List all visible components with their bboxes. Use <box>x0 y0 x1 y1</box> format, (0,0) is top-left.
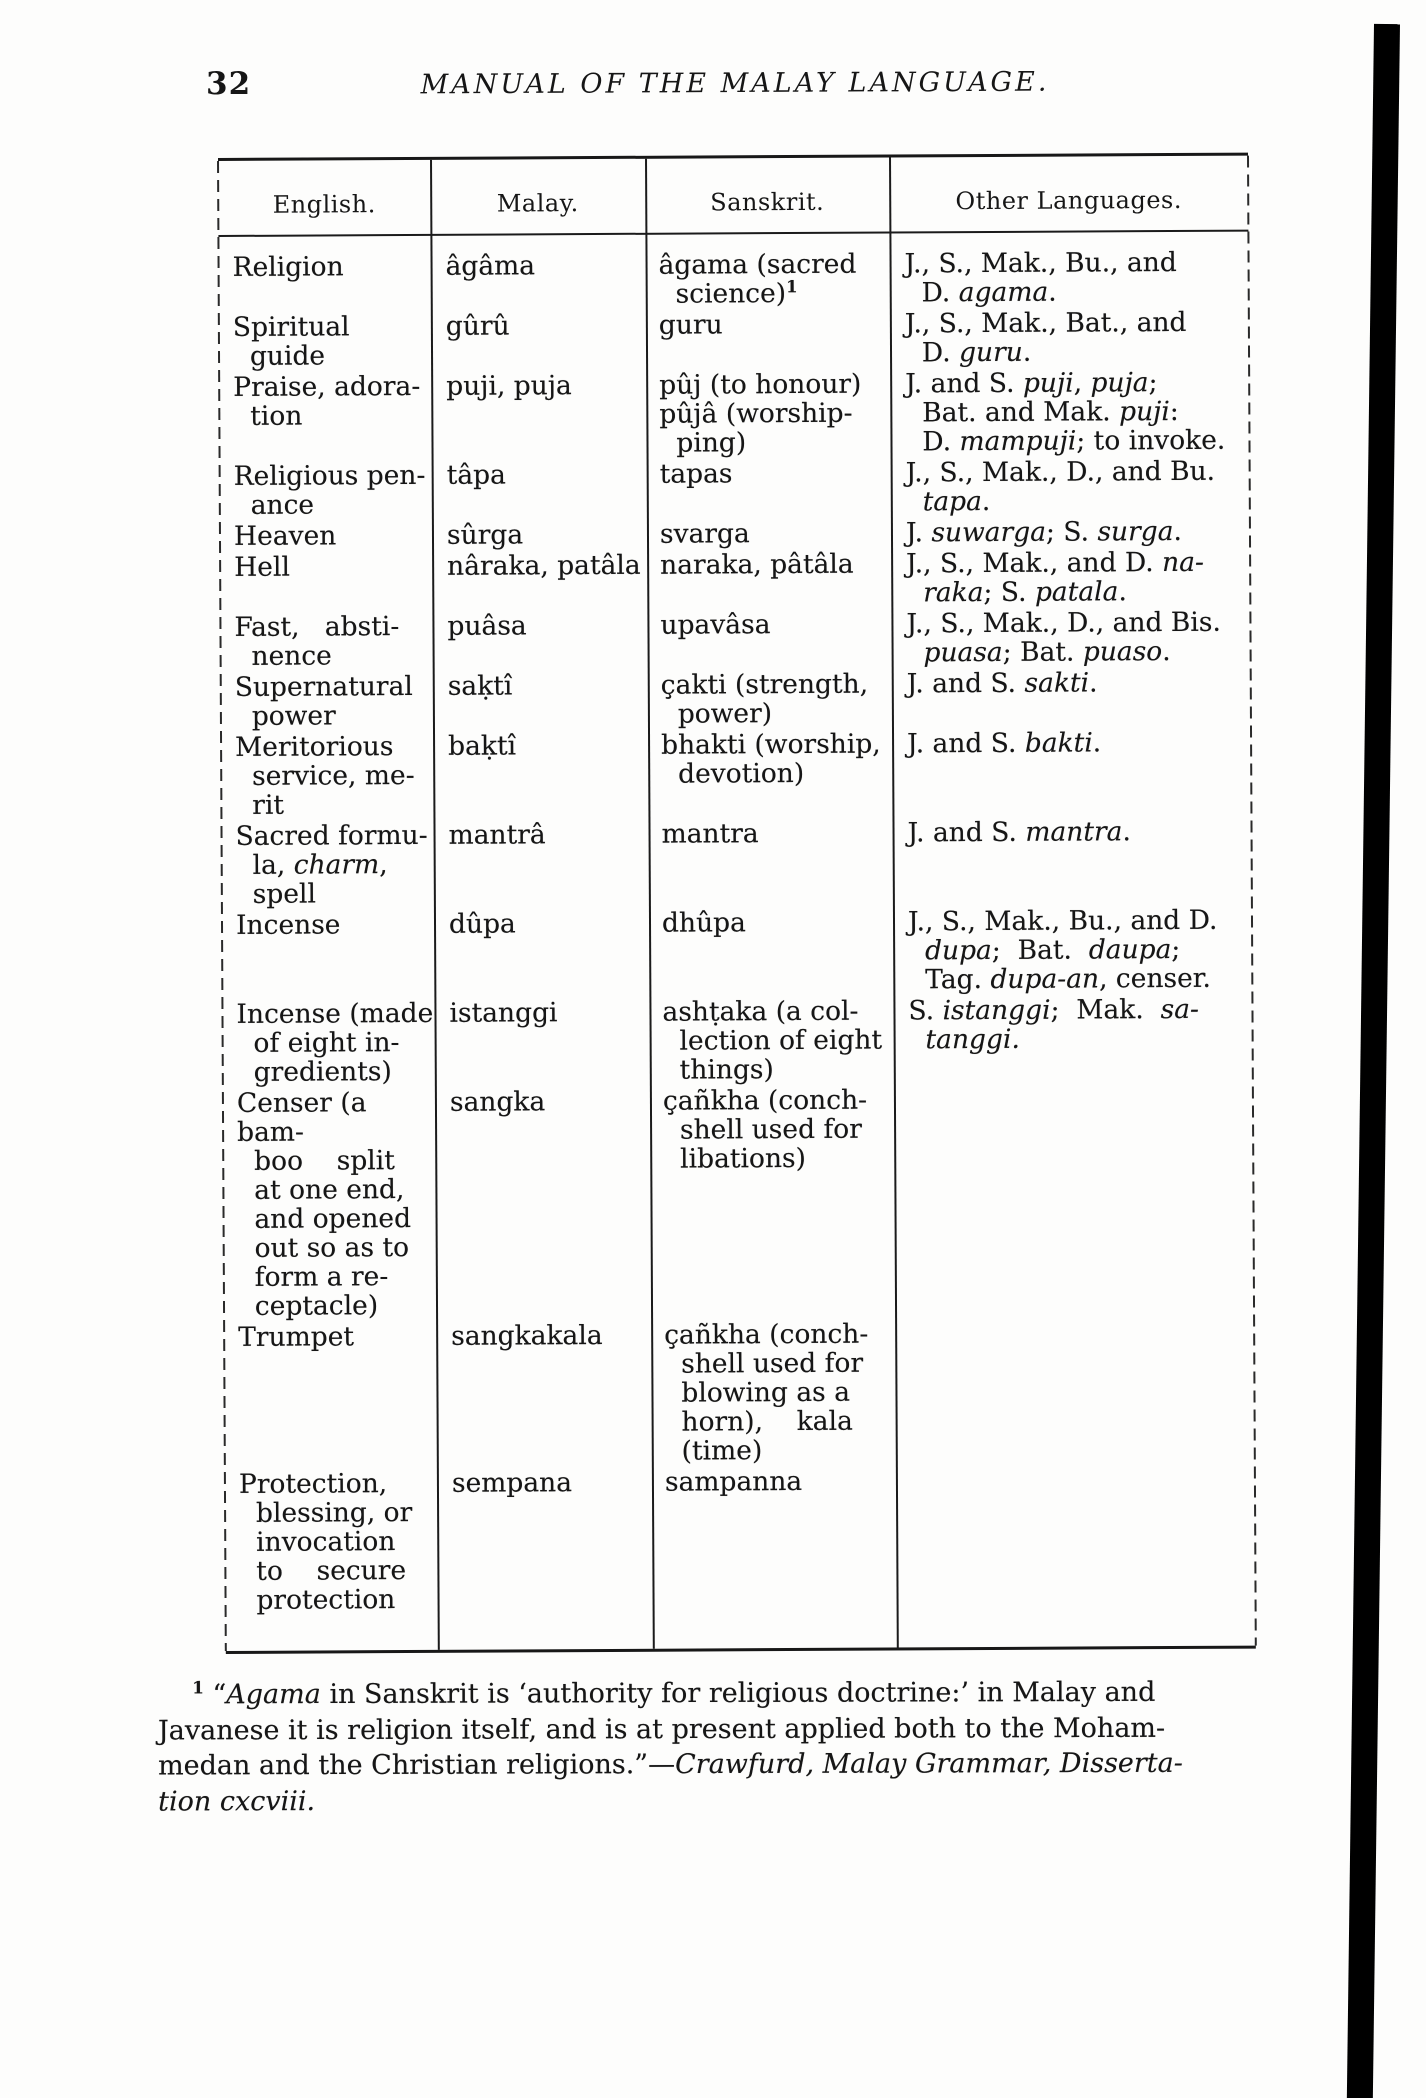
cell-english: Meritorious service, me- rit <box>235 731 415 821</box>
cell-malay: sangka <box>449 1086 546 1118</box>
cell-other: J., S., Mak., D., and Bis. puasa; Bat. puaso. <box>906 606 1221 669</box>
vocabulary-table <box>218 153 1256 1654</box>
cell-english: Censer (a bam- boo split at one end, and opened out so as to form a re- ceptacle) <box>236 1087 412 1322</box>
column-header-other-languages: Other Languages. <box>955 185 1183 216</box>
table-row <box>220 517 1250 551</box>
page-number: 32 <box>206 66 252 102</box>
table-row <box>218 248 1248 311</box>
table-body <box>218 232 1255 1651</box>
cell-sanskrit: dhûpa <box>661 907 746 939</box>
table-row <box>222 995 1252 1087</box>
cell-sanskrit: çakti (strength, power) <box>660 668 869 730</box>
cell-other: J. and S. sakti. <box>906 667 1098 700</box>
scan-edge-artifact <box>1346 24 1400 2098</box>
cell-english: Trumpet <box>238 1321 355 1353</box>
cell-english: Fast, absti- nence <box>234 611 400 672</box>
cell-english: Protection, blessing, or invocation to secure protection <box>238 1468 413 1616</box>
cell-sanskrit: upavâsa <box>660 609 771 641</box>
table-row <box>220 457 1250 520</box>
cell-sanskrit: tapas <box>659 458 733 490</box>
cell-malay: nâraka, patâla <box>447 549 641 582</box>
column-header-english: English. <box>272 190 376 219</box>
cell-other: J., S., Mak., and D. na- raka; S. patala. <box>906 546 1205 609</box>
table-row <box>223 1084 1254 1321</box>
table-row <box>224 1318 1255 1468</box>
cell-malay: sempana <box>451 1467 573 1499</box>
cell-sanskrit: naraka, pâtâla <box>660 548 854 581</box>
cell-sanskrit: âgama (sacred science)$^1$ <box>658 248 857 310</box>
cell-sanskrit: pûj (to honour) pûjâ (worship- ping) <box>659 368 862 459</box>
table-row <box>221 817 1251 909</box>
table-row <box>219 308 1249 371</box>
cell-sanskrit: çañkha (conch- shell used for libations) <box>662 1084 868 1175</box>
cell-malay: mantrâ <box>448 819 546 851</box>
cell-sanskrit: sampanna <box>664 1465 803 1498</box>
running-header: MANUAL OF THE MALAY LANGUAGE. <box>420 66 1050 101</box>
cell-sanskrit: guru <box>658 309 723 341</box>
column-header-sanskrit: Sanskrit. <box>710 187 825 217</box>
cell-sanskrit: bhakti (worship, devotion) <box>660 728 881 790</box>
cell-other: J., S., Mak., Bu., and D. agama. <box>904 246 1177 309</box>
cell-other: J. and S. mantra. <box>907 816 1131 849</box>
cell-malay: puâsa <box>447 610 527 642</box>
cell-english: Heaven <box>233 520 337 552</box>
cell-other <box>896 1465 1256 1612</box>
cell-malay: gûrû <box>445 310 510 342</box>
footnote: $^1$ “Agama in Sanskrit is ‘authority for religious doctrine:’ in Malay and Javanese it is religion itself, and is at present applied both to the Moham- medan and the Christian religions.”—Crawfurd, Malay Grammar, Disserta- tion cxcviii. <box>157 1676 1183 1817</box>
cell-other: J., S., Mak., Bu., and D. dupa; Bat. daupa; Tag. dupa-an, censer. <box>907 904 1218 996</box>
cell-english: Praise, adora- tion <box>233 370 421 432</box>
cell-malay: puji, puja <box>446 370 572 402</box>
table-row <box>222 906 1252 998</box>
table-row <box>220 548 1250 611</box>
table-row <box>221 728 1251 820</box>
cell-sanskrit: svarga <box>659 518 750 550</box>
cell-malay: sangkakala <box>451 1320 603 1352</box>
cell-other: J. and S. bakti. <box>906 727 1102 760</box>
cell-english: Religious pen- ance <box>233 459 426 521</box>
cell-english: Hell <box>234 551 290 583</box>
cell-malay: dûpa <box>448 908 516 940</box>
cell-malay: sûrga <box>446 519 524 551</box>
cell-other: S. istanggi; Mak. sa- tanggi. <box>908 993 1200 1056</box>
table-row <box>225 1465 1256 1615</box>
cell-sanskrit: ashṭaka (a col- lection of eight things) <box>662 995 883 1086</box>
table-header-row <box>218 156 1248 237</box>
table-row <box>219 368 1249 460</box>
table-row <box>220 608 1250 671</box>
cell-other: J. suwarga; S. surga. <box>905 515 1183 549</box>
cell-sanskrit: mantra <box>661 818 759 850</box>
column-header-malay: Malay. <box>496 189 579 218</box>
cell-english: Incense <box>235 909 341 941</box>
cell-english: Religion <box>232 251 344 283</box>
cell-english: Spiritual guide <box>232 311 350 372</box>
table-row <box>221 668 1251 731</box>
cell-english: Supernatural power <box>234 670 413 732</box>
cell-other <box>894 1084 1254 1318</box>
cell-malay: saḳtî <box>447 670 513 702</box>
cell-malay: istanggi <box>449 997 558 1029</box>
cell-other <box>895 1318 1255 1465</box>
cell-malay: baḳtî <box>448 730 517 762</box>
cell-malay: tâpa <box>446 459 506 491</box>
cell-english: Incense (made of eight in- gredients) <box>236 997 434 1088</box>
cell-other: J. and S. puji, puja; Bat. and Mak. puji: D. mampuji; to invoke. <box>905 367 1226 458</box>
cell-other: J., S., Mak., Bat., and D. guru. <box>904 306 1187 369</box>
cell-malay: âgâma <box>445 250 536 282</box>
cell-other: J., S., Mak., D., and Bu. tapa. <box>905 455 1216 518</box>
cell-english: Sacred formu- la, charm, spell <box>235 819 428 910</box>
cell-sanskrit: çañkha (conch- shell used for blowing as a horn), kala (time) <box>664 1318 869 1467</box>
